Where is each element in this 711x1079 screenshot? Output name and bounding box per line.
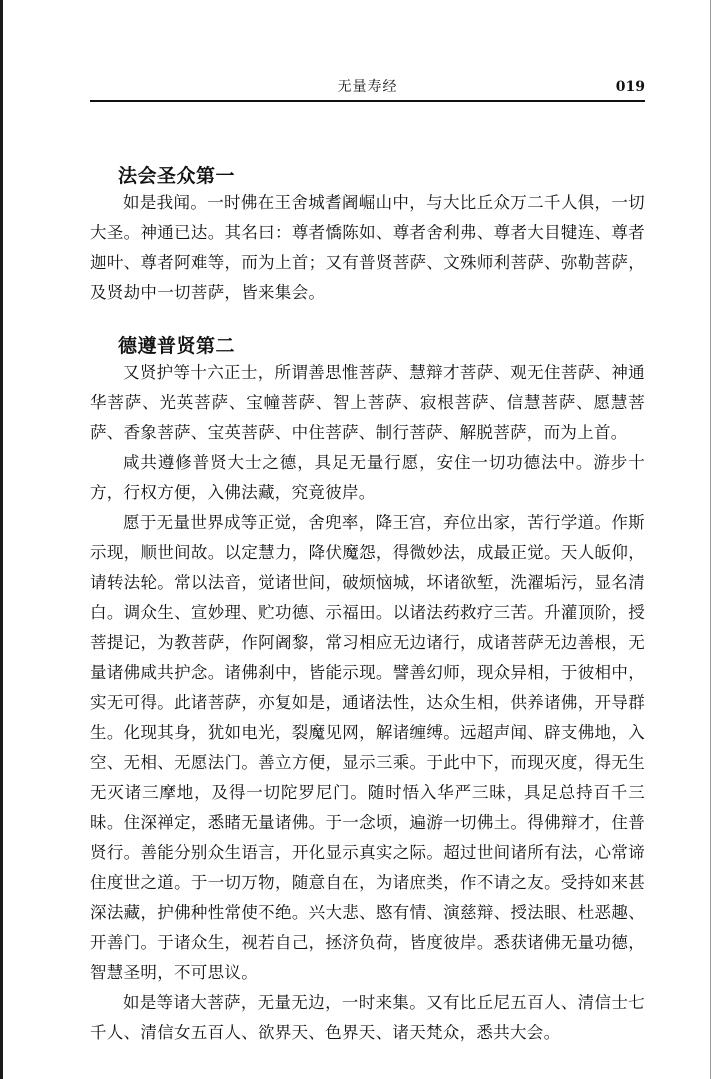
paragraph: 咸共遵修普贤大士之德，具足无量行愿，安住一切功德法中。游步十方，行权方便，入佛法藏，究竟彼岸。: [90, 453, 645, 502]
page-number: 019: [615, 79, 645, 95]
header-title: 无量寿经: [337, 79, 398, 95]
page-body: [90, 164, 645, 1048]
page-left-edge: [0, 0, 3, 1079]
section-heading: 德遵普贤第二: [118, 335, 236, 357]
section-heading: 法会圣众第一: [118, 165, 236, 187]
paragraph: 愿于无量世界成等正觉，舍兜率，降王宫，弃位出家，苦行学道。作斯示现，顺世间故。以定慧力，降伏魔怨，得微妙法，成最正觉。天人皈仰，请转法轮。常以法音，觉诸世间，破烦恼城，坏诸欲堑，洗濯垢污，显名清白。调众生、宣妙理、贮功德、示福田。以诸法药救疗三苦。升灌顶阶，授菩提记，为教菩萨，作阿阇黎，常习相应无边诸行，成诸菩萨无边善根，无量诸佛咸共护念。诸佛刹中，皆能示现。譬善幻师，现众异相，于彼相中，实无可得。此诸菩萨，亦复如是，通诸法性，达众生相，供养诸佛，开导群生。化现其身，犹如电光，裂魔见网，解诸缠缚。远超声闻、辟支佛地，入空、无相、无愿法门。善立方便，显示三乘。于此中下，而现灭度，得无生无灭诸三摩地，及得一切陀罗尼门。随时悟入华严三昧，具足总持百千三昧。住深禅定，悉睹无量诸佛。于一念顷，遍游一切佛土。得佛辩才，住普贤行。善能分别众生语言，开化显示真实之际。超过世间诸所有法，心常谛住度世之道。于一切万物，随意自在，为诸庶类，作不请之友。受持如来甚深法藏，护佛种性常使不绝。兴大悲、愍有情、演慈辩、授法眼、杜恶趣、开善门。于诸众生，视若自己，拯济负荷，皆度彼岸。悉获诸佛无量功德，智慧圣明，不可思议。: [90, 513, 645, 982]
paragraph: 如是我闻。一时佛在王舍城耆阇崛山中，与大比丘众万二千人俱，一切大圣。神通已达。其名曰：尊者憍陈如、尊者舍利弗、尊者大目犍连、尊者迦叶、尊者阿难等，而为上首；又有普贤菩萨、文殊师利菩萨、弥勒菩萨，及贤劫中一切菩萨，皆来集会。: [90, 193, 645, 302]
paragraph: 又贤护等十六正士，所谓善思惟菩萨、慧辩才菩萨、观无住菩萨、神通华菩萨、光英菩萨、宝幢菩萨、智上菩萨、寂根菩萨、信慧菩萨、愿慧菩萨、香象菩萨、宝英菩萨、中住菩萨、制行菩萨、解脱菩萨，而为上首。: [90, 363, 645, 442]
running-header: [90, 76, 645, 102]
paragraph: 如是等诸大菩萨，无量无边，一时来集。又有比丘尼五百人、清信士七千人、清信女五百人、欲界天、色界天、诸天梵众，悉共大会。: [90, 993, 645, 1042]
